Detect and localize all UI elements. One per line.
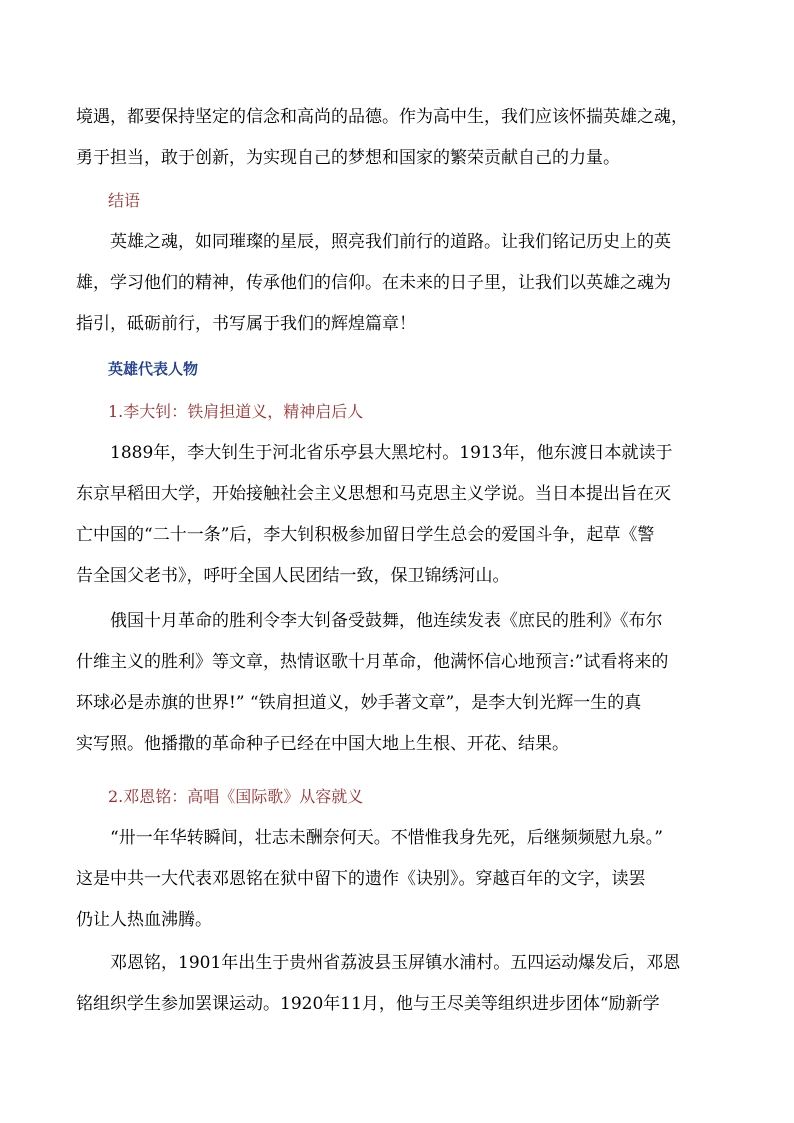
hero1-paragraph-1 bbox=[76, 433, 726, 597]
text-line: 1889年，李大钊生于河北省乐亭县大黑坨村。1913年，他东渡日本就读于 bbox=[110, 443, 673, 463]
text-line: 什维主义的胜利》等文章，热情讴歌十月革命，他满怀信心地预言:”试看将来的 bbox=[76, 652, 669, 672]
text-line: 勇于担当，敢于创新，为实现自己的梦想和国家的繁荣贡献自己的力量。 bbox=[76, 148, 620, 168]
paragraph-continuation bbox=[76, 97, 726, 179]
hero1-heading: 1.李大钊：铁肩担道义，精神启后人 bbox=[108, 402, 364, 421]
text-line: 实写照。他播撒的革命种子已经在中国大地上生根、开花、结果。 bbox=[76, 734, 569, 754]
conclusion-heading: 结语 bbox=[108, 191, 141, 210]
heroes-section-heading: 英雄代表人物 bbox=[108, 360, 199, 378]
text-line: 境遇，都要保持坚定的信念和高尚的品德。作为高中生，我们应该怀揣英雄之魂， bbox=[76, 107, 688, 127]
text-line: 铭组织学生参加罢课运动。1920年11月，他与王尽美等组织进步团体“励新学 bbox=[76, 994, 660, 1014]
text-line: 环球必是赤旗的世界!” “铁肩担道义，妙手著文章”，是李大钊光辉一生的真 bbox=[76, 693, 642, 713]
text-line: 亡中国的“二十一条”后，李大钊积极参加留日学生总会的爱国斗争，起草《警 bbox=[76, 525, 655, 545]
text-line: 雄，学习他们的精神，传承他们的信仰。在未来的日子里，让我们以英雄之魂为 bbox=[76, 273, 671, 293]
text-line: 英雄之魂，如同璀璨的星辰，照亮我们前行的道路。让我们铭记历史上的英 bbox=[110, 232, 671, 252]
text-line: 邓恩铭，1901年出生于贵州省荔波县玉屏镇水浦村。五四运动爆发后，邓恩 bbox=[110, 953, 681, 973]
text-line: “卅一年华转瞬间，壮志未酬奈何天。不惜惟我身先死，后继频频慰九泉。” bbox=[110, 828, 663, 848]
text-line: 俄国十月革命的胜利令李大钊备受鼓舞，他连续发表《庶民的胜利》《布尔 bbox=[110, 611, 663, 631]
text-line: 东京早稻田大学，开始接触社会主义思想和马克思主义学说。当日本提出旨在灭 bbox=[76, 484, 671, 504]
conclusion-paragraph bbox=[76, 222, 726, 345]
hero2-heading: 2.邓恩铭：高唱《国际歌》从容就义 bbox=[108, 787, 364, 806]
text-line: 仍让人热血沸腾。 bbox=[76, 910, 212, 930]
text-line: 指引，砥砺前行，书写属于我们的辉煌篇章！ bbox=[76, 314, 416, 334]
hero2-paragraph-2 bbox=[76, 943, 726, 1025]
hero2-paragraph-1 bbox=[76, 818, 726, 941]
hero1-paragraph-2 bbox=[76, 601, 726, 765]
text-line: 这是中共一大代表邓恩铭在狱中留下的遗作《诀别》。穿越百年的文字，读罢 bbox=[76, 869, 646, 889]
text-line: 告全国父老书》，呼吁全国人民团结一致，保卫锦绣河山。 bbox=[76, 566, 510, 586]
